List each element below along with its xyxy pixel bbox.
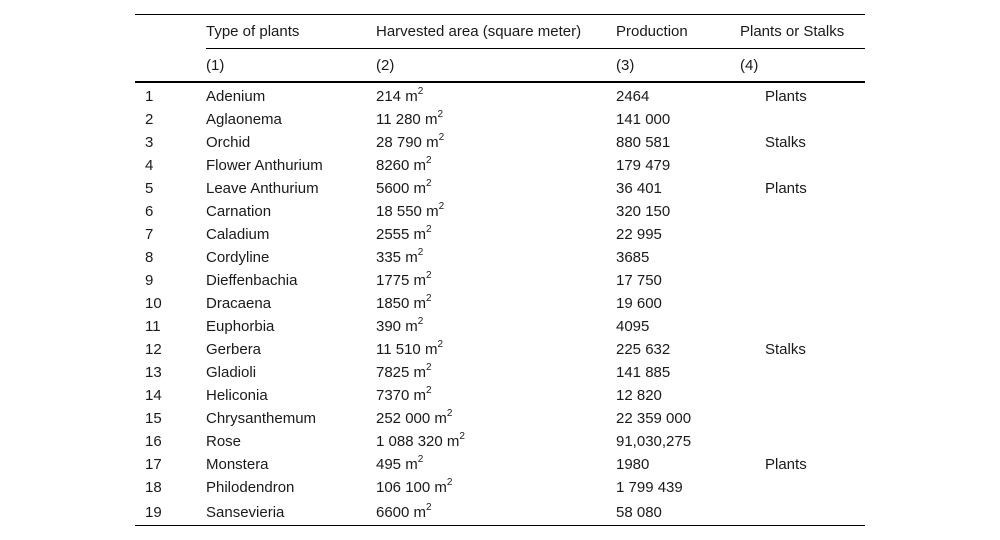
- cell-production: 320 150: [616, 203, 671, 220]
- area-unit: m: [426, 203, 439, 220]
- area-value: 214: [376, 88, 402, 105]
- cell-harvested-area: [376, 269, 616, 292]
- table-row: [135, 154, 865, 177]
- cell-harvested-area: [376, 223, 616, 246]
- header-harvested-area: Harvested area (square meter): [376, 15, 616, 49]
- row-index: 3: [145, 134, 154, 151]
- table-row: [135, 476, 865, 499]
- cell-harvested-area: [376, 131, 616, 154]
- row-index: 17: [145, 456, 162, 473]
- cell-plants-or-stalks: [740, 407, 865, 430]
- cell-plant-type: Cordyline: [206, 249, 270, 266]
- table-row: [135, 453, 865, 476]
- area-unit: m: [446, 433, 460, 450]
- area-unit: m: [413, 272, 427, 289]
- cell-production: 3685: [616, 249, 650, 266]
- cell-plant-type: Gerbera: [206, 341, 262, 358]
- area-value: 5600: [376, 180, 410, 197]
- area-unit-exponent: 2: [446, 477, 453, 488]
- cell-harvested-area: [376, 108, 616, 131]
- area-unit-exponent: 2: [426, 293, 432, 304]
- area-unit-exponent: 2: [426, 385, 432, 396]
- area-unit: m: [413, 180, 427, 197]
- table-body: [135, 82, 865, 526]
- cell-plant-type: Leave Anthurium: [206, 180, 319, 197]
- cell-harvested-area: [376, 82, 616, 108]
- row-index: 7: [145, 226, 154, 243]
- cell-plants-or-stalks: [740, 269, 865, 292]
- table-row: [135, 223, 865, 246]
- area-value: 18 550: [376, 203, 422, 220]
- area-value: 252 000: [376, 410, 431, 427]
- area-unit-exponent: 2: [446, 408, 453, 419]
- row-index: 2: [145, 111, 154, 128]
- cell-plant-type: Heliconia: [206, 387, 268, 404]
- cell-plant-type: Caladium: [206, 226, 270, 243]
- area-unit-exponent: 2: [438, 132, 445, 143]
- cell-production: 2464: [616, 88, 650, 105]
- table-row: [135, 384, 865, 407]
- area-value: 7825: [376, 364, 410, 381]
- area-value: 1 088 320: [376, 433, 443, 450]
- table-row: [135, 315, 865, 338]
- area-unit-exponent: 2: [426, 155, 432, 166]
- row-index: 19: [135, 499, 206, 526]
- column-number-2: (2): [376, 49, 616, 83]
- row-index: 14: [145, 387, 162, 404]
- cell-plants-or-stalks: Stalks: [765, 134, 806, 151]
- cell-plant-type: Chrysanthemum: [206, 410, 317, 427]
- table-row: [135, 499, 865, 526]
- table-row: [135, 246, 865, 269]
- cell-plants-or-stalks: [740, 108, 865, 131]
- cell-production: 225 632: [616, 341, 671, 358]
- cell-production: 17 750: [616, 272, 662, 289]
- column-number-1: (1): [206, 49, 376, 83]
- cell-production: 1 799 439: [616, 479, 683, 496]
- cell-plant-type: Carnation: [206, 203, 272, 220]
- area-unit: m: [424, 111, 438, 128]
- cell-harvested-area: [376, 384, 616, 407]
- area-unit: m: [413, 157, 427, 174]
- area-unit-exponent: 2: [417, 316, 424, 327]
- table-row: [135, 131, 865, 154]
- row-index: 15: [145, 410, 162, 427]
- cell-harvested-area: [376, 338, 616, 361]
- table-row: [135, 82, 865, 108]
- area-unit: m: [434, 479, 447, 496]
- cell-plants-or-stalks: [740, 200, 865, 223]
- cell-plant-type: Adenium: [206, 88, 266, 105]
- table-row: [135, 338, 865, 361]
- cell-harvested-area: [376, 315, 616, 338]
- area-unit: m: [413, 295, 427, 312]
- area-value: 106 100: [376, 479, 431, 496]
- row-index: 12: [145, 341, 162, 358]
- cell-plant-type: Dracaena: [206, 295, 272, 312]
- area-value: 8260: [376, 157, 410, 174]
- table-row: [135, 177, 865, 200]
- row-index: 10: [145, 295, 162, 312]
- cell-plants-or-stalks: [740, 361, 865, 384]
- cell-plant-type: Sansevieria: [206, 499, 376, 526]
- area-unit-exponent: 2: [426, 501, 432, 513]
- area-unit-exponent: 2: [417, 454, 424, 465]
- area-value: 6600: [376, 503, 410, 521]
- area-unit: m: [405, 318, 418, 335]
- data-table-container: [135, 14, 865, 526]
- area-value: 7370: [376, 387, 410, 404]
- area-value: 495: [376, 456, 402, 473]
- cell-plants-or-stalks: Plants: [765, 180, 807, 197]
- area-unit-exponent: 2: [437, 339, 443, 350]
- cell-harvested-area: [376, 154, 616, 177]
- area-unit: m: [413, 364, 427, 381]
- area-unit-exponent: 2: [437, 109, 443, 120]
- table-row: [135, 407, 865, 430]
- row-index: 4: [145, 157, 154, 174]
- cell-production: 12 820: [616, 387, 662, 404]
- cell-harvested-area: [376, 453, 616, 476]
- header-row: [135, 15, 865, 49]
- cell-production: 58 080: [616, 499, 740, 526]
- table-row: [135, 108, 865, 131]
- area-unit: m: [434, 410, 447, 427]
- area-value: 335: [376, 249, 402, 266]
- cell-harvested-area: [376, 407, 616, 430]
- header-production: Production: [616, 15, 740, 49]
- row-index: 6: [145, 203, 154, 220]
- cell-plants-or-stalks: [740, 499, 865, 526]
- cell-plant-type: Euphorbia: [206, 318, 275, 335]
- area-unit-exponent: 2: [417, 86, 424, 97]
- cell-production: 4095: [616, 318, 650, 335]
- cell-plant-type: Monstera: [206, 456, 269, 473]
- area-unit-exponent: 2: [417, 247, 424, 258]
- cell-plants-or-stalks: [740, 430, 865, 453]
- cell-production: 19 600: [616, 295, 662, 312]
- cell-harvested-area: [376, 200, 616, 223]
- cell-plant-type: Orchid: [206, 134, 251, 151]
- column-number-row: [135, 49, 865, 83]
- row-index: 13: [145, 364, 162, 381]
- cell-harvested-area: [376, 476, 616, 499]
- area-unit: m: [405, 456, 418, 473]
- table-row: [135, 269, 865, 292]
- area-unit-exponent: 2: [426, 224, 432, 235]
- cell-production: 36 401: [616, 180, 662, 197]
- table-row: [135, 292, 865, 315]
- cell-production: 22 359 000: [616, 410, 692, 427]
- area-value: 28 790: [376, 134, 422, 151]
- column-number-4: (4): [740, 49, 865, 83]
- cell-production: 179 479: [616, 157, 671, 174]
- area-unit: m: [405, 88, 418, 105]
- header-plants-or-stalks: Plants or Stalks: [740, 15, 865, 49]
- area-value: 2555: [376, 226, 410, 243]
- cell-harvested-area: [376, 246, 616, 269]
- area-value: 11 510: [376, 341, 421, 358]
- cell-harvested-area: [376, 361, 616, 384]
- cell-production: 1980: [616, 456, 650, 473]
- cell-plants-or-stalks: Plants: [765, 456, 807, 473]
- plants-production-table: [135, 14, 865, 526]
- column-number-3: (3): [616, 49, 740, 83]
- header-index: [135, 15, 206, 49]
- cell-plants-or-stalks: [740, 292, 865, 315]
- cell-plants-or-stalks: [740, 154, 865, 177]
- table-row: [135, 430, 865, 453]
- row-index: 8: [145, 249, 154, 266]
- cell-production: 22 995: [616, 226, 662, 243]
- row-index: 18: [145, 479, 162, 496]
- area-value: 390: [376, 318, 402, 335]
- area-unit: m: [413, 226, 427, 243]
- cell-plant-type: Flower Anthurium: [206, 157, 323, 174]
- area-unit: m: [413, 387, 427, 404]
- column-number-index: [135, 49, 206, 83]
- area-value: 1775: [376, 272, 410, 289]
- area-unit: m: [405, 249, 418, 266]
- cell-plants-or-stalks: [740, 476, 865, 499]
- cell-plants-or-stalks: Stalks: [765, 341, 806, 358]
- area-value: 11 280: [376, 111, 421, 128]
- cell-plants-or-stalks: [740, 246, 865, 269]
- row-index: 11: [145, 318, 161, 335]
- area-value: 1850: [376, 295, 410, 312]
- area-unit: m: [424, 341, 438, 358]
- cell-production: 141 000: [616, 111, 671, 128]
- cell-harvested-area: [376, 499, 616, 526]
- area-unit: m: [413, 503, 427, 521]
- row-index: 5: [145, 180, 154, 197]
- area-unit-exponent: 2: [426, 178, 432, 189]
- header-type-of-plants: Type of plants: [206, 15, 376, 49]
- area-unit-exponent: 2: [438, 201, 445, 212]
- table-header: [135, 15, 865, 83]
- cell-plants-or-stalks: [740, 223, 865, 246]
- cell-plant-type: Philodendron: [206, 479, 295, 496]
- cell-production: 141 885: [616, 364, 671, 381]
- cell-plant-type: Gladioli: [206, 364, 257, 381]
- cell-plants-or-stalks: [740, 315, 865, 338]
- cell-harvested-area: [376, 292, 616, 315]
- area-unit: m: [426, 134, 439, 151]
- cell-production: 880 581: [616, 134, 671, 151]
- area-unit-exponent: 2: [459, 431, 465, 442]
- row-index: 1: [145, 88, 154, 105]
- cell-harvested-area: [376, 177, 616, 200]
- cell-plants-or-stalks: [740, 384, 865, 407]
- area-unit-exponent: 2: [426, 270, 432, 281]
- cell-harvested-area: [376, 430, 616, 453]
- cell-plant-type: Rose: [206, 433, 242, 450]
- cell-plant-type: Aglaonema: [206, 111, 282, 128]
- cell-production: 91,030,275: [616, 433, 692, 450]
- area-unit-exponent: 2: [426, 362, 432, 373]
- cell-plant-type: Dieffenbachia: [206, 272, 298, 289]
- table-row: [135, 200, 865, 223]
- table-row: [135, 361, 865, 384]
- cell-plants-or-stalks: Plants: [765, 88, 807, 105]
- row-index: 16: [145, 433, 162, 450]
- row-index: 9: [145, 272, 154, 289]
